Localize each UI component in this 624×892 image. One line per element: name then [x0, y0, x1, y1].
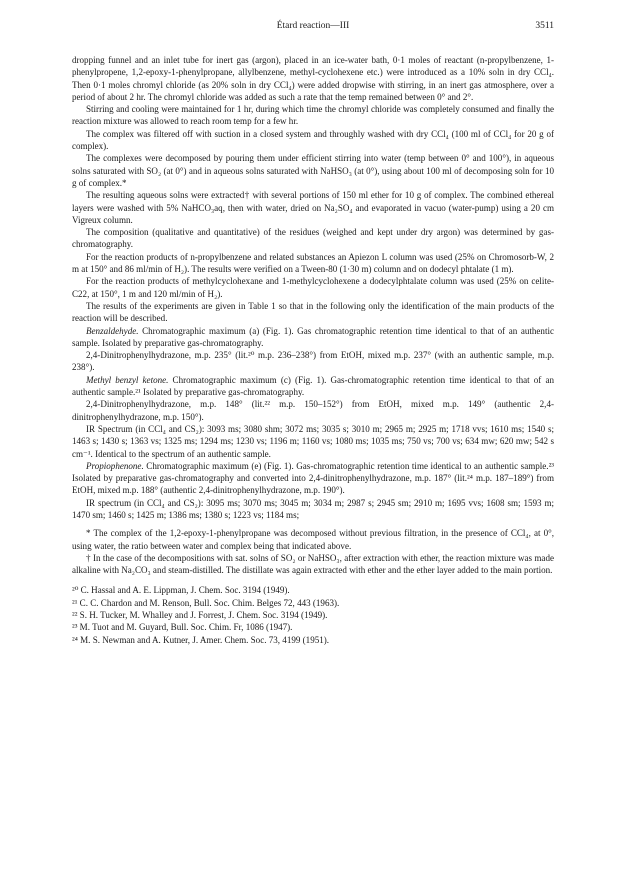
compound-heading-propiophenone: Propiophenone.	[86, 460, 144, 471]
reference-item: ²¹ C. C. Chardon and M. Renson, Bull. Soc. Chim. Belges 72, 443 (1963).	[72, 597, 340, 608]
benzaldehyde-text: Chromatographic maximum (a) (Fig. 1). Gas chromatographic retention time identical to that of an authentic sample. Isolated by preparative gas-chromatography.	[72, 325, 554, 348]
compound-heading-methyl-benzyl-ketone: Methyl benzyl ketone.	[86, 374, 169, 385]
paragraph-stirring: Stirring and cooling were maintained for 1 hr, during which time the chromyl chloride was completely consumed and finally the reaction mixture was allowed to reach room temp for a few hr.	[72, 104, 554, 127]
page-number: 3511	[535, 21, 554, 31]
paragraph-methyl-benzyl-ketone-ir: IR Spectrum (in CCl₄ and CS₂): 3093 ms; 3080 shm; 3072 ms; 3035 s; 3010 m; 2965 m; 2925 m; 1718 vvs; 1610 ms; 1540 s; 1463 s; 1430 s; 1363 vs; 1325 ms; 1294 ms; 1230 vs; 1196 m; 1160 vs; 1080 ms; 1035 ms; 750 vs; 700 vs; 634 mw; 620 mw; 542 s cm⁻¹. Identical to the spectrum of an authentic sample.	[72, 423, 554, 459]
paper-page	[72, 20, 554, 646]
paragraph-extraction: The resulting aqueous solns were extracted† with several portions of 150 ml ether for 10 g of complex. The combined ethereal layers were washed with 5% NaHCO₃aq, then with water, dried on Na₂SO₄ and evaporated in vacuo (water-pump) using a 20 cm Vigreux column.	[72, 190, 554, 225]
paragraph-benzaldehyde-dnp: 2,4-Dinitrophenylhydrazone, m.p. 235° (lit.²⁰ m.p. 236–238°) from EtOH, mixed m.p. 237° (with an authentic sample, m.p. 238°).	[72, 350, 554, 373]
footnotes	[72, 527, 554, 576]
reference-item: ²³ M. Tuot and M. Guyard, Bull. Soc. Chim. Fr, 1086 (1947).	[72, 622, 293, 633]
footnote-star: * The complex of the 1,2-epoxy-1-phenylpropane was decomposed without previous filtration, in the presence of CCl₄, at 0°, using water, the ratio between water and complex being that indicated above.	[72, 528, 554, 551]
reference-item: ²⁰ C. Hassal and A. E. Lippman, J. Chem. Soc. 3194 (1949).	[72, 585, 290, 596]
propiophenone-text: Chromatographic maximum (e) (Fig. 1). Gas-chromatographic retention time identical to an authentic sample.²³ Isolated by preparative gas-chromatography and converted into 2,4-dinitrophenylhydrazone, m.p. 187° (lit.²⁴ m.p. 187–189°) from EtOH, mixed m.p. 188° (authentic 2,4-dinitrophenylhydrazone, m.p. 190°).	[72, 460, 554, 496]
reference-item: ²⁴ M. S. Newman and A. Kutner, J. Amer. Chem. Soc. 73, 4199 (1951).	[72, 634, 330, 645]
paragraph-methyl-benzyl-ketone-dnp: 2,4-Dinitrophenylhydrazone, m.p. 148° (lit.²² m.p. 150–152°) from EtOH, mixed m.p. 149° (authentic 2,4-dinitrophenylhydrazone, m.p. 150°).	[72, 399, 554, 422]
paragraph-decomposition: The complexes were decomposed by pouring them under efficient stirring into water (temp between 0° and 100°), in aqueous solns saturated with SO₂ (at 0°) and in aqueous solns saturated with NaHSO₃ (at 0°), using about 100 ml of decomposing soln for 10 g of complex.*	[72, 153, 554, 188]
paragraph-dodecylphtalate-column: For the reaction products of methylcyclohexane and 1-methylcyclohexene a dodecylphtalate column was used (25% on celite-C22, at 150°, 1 m and 120 ml/min of H₂).	[72, 276, 554, 299]
footnote-dagger: † In the case of the decompositions with sat. solns of SO₂ or NaHSO₃, after extraction with ether, the reaction mixture was made alkaline with Na₂CO₃ and steam-distilled. The distillate was again extracted with ether and the ether layer added to the main portion.	[72, 552, 554, 576]
paragraph-benzaldehyde	[72, 325, 554, 350]
reference-list	[72, 584, 554, 645]
paragraph-methyl-benzyl-ketone	[72, 374, 554, 399]
reference-item: ²² S. H. Tucker, M. Whalley and J. Forrest, J. Chem. Soc. 3194 (1949).	[72, 610, 328, 621]
paragraph-composition: The composition (qualitative and quantitative) of the residues (weighed and kept under dry argon) was determined by gas-chromatography.	[72, 227, 554, 250]
paragraph-results: The results of the experiments are given in Table 1 so that in the following only the identification of the main products of the reaction will be described.	[72, 300, 554, 324]
paragraph-procedure-continued: dropping funnel and an inlet tube for inert gas (argon), placed in an ice-water bath, 0·1 moles of reactant (n-propylbenzene, 1-phenylpropene, 1,2-epoxy-1-phenylpropane, allylbenzene, methyl-cyclohexene etc.) were introduced as a 10% soln in dry CCl₄. Then 0·1 moles chromyl chloride (as 20% soln in dry CCl₄) were added dropwise with stirring, in an inert gas atmosphere, over a period of about 2 hr. The chromyl chloride was added as such a rate that the temp remained between 0° and 2°.	[72, 55, 554, 102]
paragraph-apiezon-column: For the reaction products of n-propylbenzene and related substances an Apiezon L column was used (25% on Chromosorb-W, 2 m at 150° and 86 ml/min of H₂). The results were verified on a Tween-80 (1·30 m) column and on dodecyl phtalate (1 m).	[72, 251, 554, 275]
running-header	[72, 20, 554, 34]
paragraph-propiophenone	[72, 460, 554, 497]
body-text	[72, 54, 554, 521]
paragraph-filtration: The complex was filtered off with suction in a closed system and throughly washed with dry CCl₄ (100 ml of CCl₄ for 20 g of complex).	[72, 128, 554, 152]
methyl-benzyl-ketone-text: Chromatographic maximum (c) (Fig. 1). Gas-chromatographic retention time identical to that of an authentic sample.²¹ Isolated by preparative gas-chromatography.	[72, 374, 554, 398]
paragraph-propiophenone-ir: IR spectrum (in CCl₄ and CS₂): 3095 ms; 3070 ms; 3045 m; 3034 m; 2987 s; 2945 sm; 2910 m; 1695 vvs; 1608 sm; 1593 m; 1470 sm; 1460 s; 1425 m; 1386 ms; 1380 s; 1223 vs; 1184 ms;	[72, 497, 554, 520]
running-title: Étard reaction—III	[276, 21, 350, 31]
compound-heading-benzaldehyde: Benzaldehyde.	[86, 325, 139, 336]
